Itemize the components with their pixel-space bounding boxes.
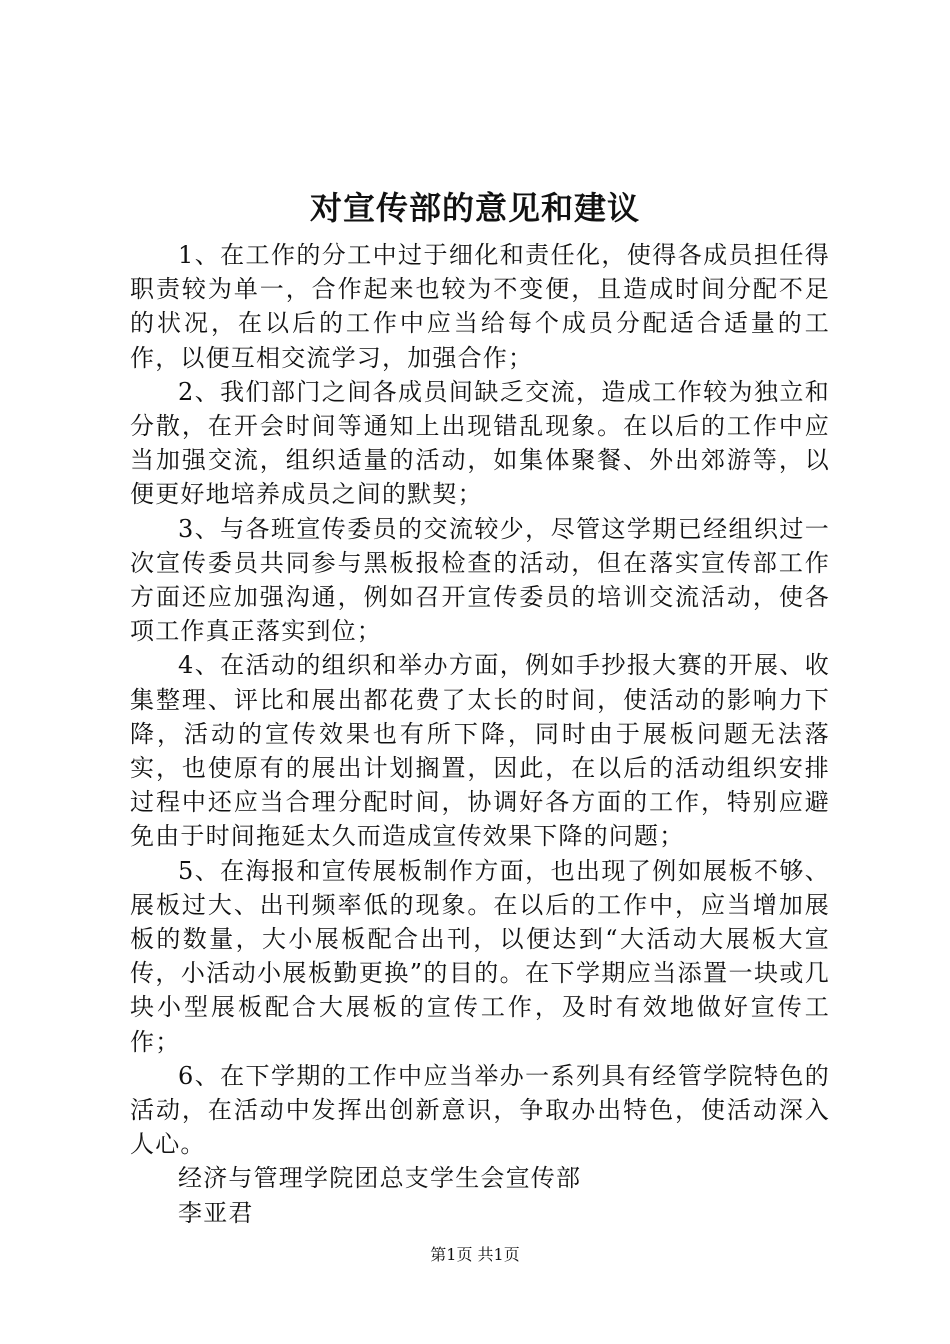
signature-name: 李亚君 — [178, 1198, 254, 1227]
paragraph-4: 4、在活动的组织和举办方面，例如手抄报大赛的开展、收集整理、评比和展出都花费了太长的时间，使活动的影响力下降，活动的宣传效果也有所下降，同时由于展板问题无法落实，也使原有的展出计划搁置，因此，在以后的活动组织安排过程中还应当合理分配时间，协调好各方面的工作，特别应避免由于时间拖延太久而造成宣传效果下降的问题； — [130, 651, 830, 851]
paragraph-3: 3、与各班宣传委员的交流较少，尽管这学期已经组织过一次宣传委员共同参与黑板报检查的活动，但在落实宣传部工作方面还应加强沟通，例如召开宣传委员的培训交流活动，使各项工作真正落实到位； — [130, 514, 830, 646]
paragraph-1: 1、在工作的分工中过于细化和责任化，使得各成员担任得职责较为单一，合作起来也较为不变便，且造成时间分配不足的状况，在以后的工作中应当给每个成员分配适合适量的工作，以便互相交流学习，加强合作； — [130, 241, 830, 372]
paragraph-6: 6、在下学期的工作中应当举办一系列具有经管学院特色的活动，在活动中发挥出创新意识，争取办出特色，使活动深入人心。 — [130, 1061, 830, 1159]
paragraph-5: 5、在海报和宣传展板制作方面，也出现了例如展板不够、展板过大、出刊频率低的现象。在以后的工作中，应当增加展板的数量，大小展板配合出刊，以便达到“大活动大展板大宣传，小活动小展板勤更换”的目的。在下学期应当添置一块或几块小型展板配合大展板的宣传工作，及时有效地做好宣传工作； — [130, 856, 830, 1056]
paragraph-2: 2、我们部门之间各成员间缺乏交流，造成工作较为独立和分散，在开会时间等通知上出现错乱现象。在以后的工作中应当加强交流，组织适量的活动，如集体聚餐、外出郊游等，以便更好地培养成员之间的默契； — [130, 377, 830, 509]
document-body — [130, 238, 830, 1230]
page-footer: 第1页 共1页 — [430, 1245, 520, 1264]
document-title: 对宣传部的意见和建议 — [309, 189, 640, 227]
signature-organization: 经济与管理学院团总支学生会宣传部 — [178, 1164, 582, 1193]
